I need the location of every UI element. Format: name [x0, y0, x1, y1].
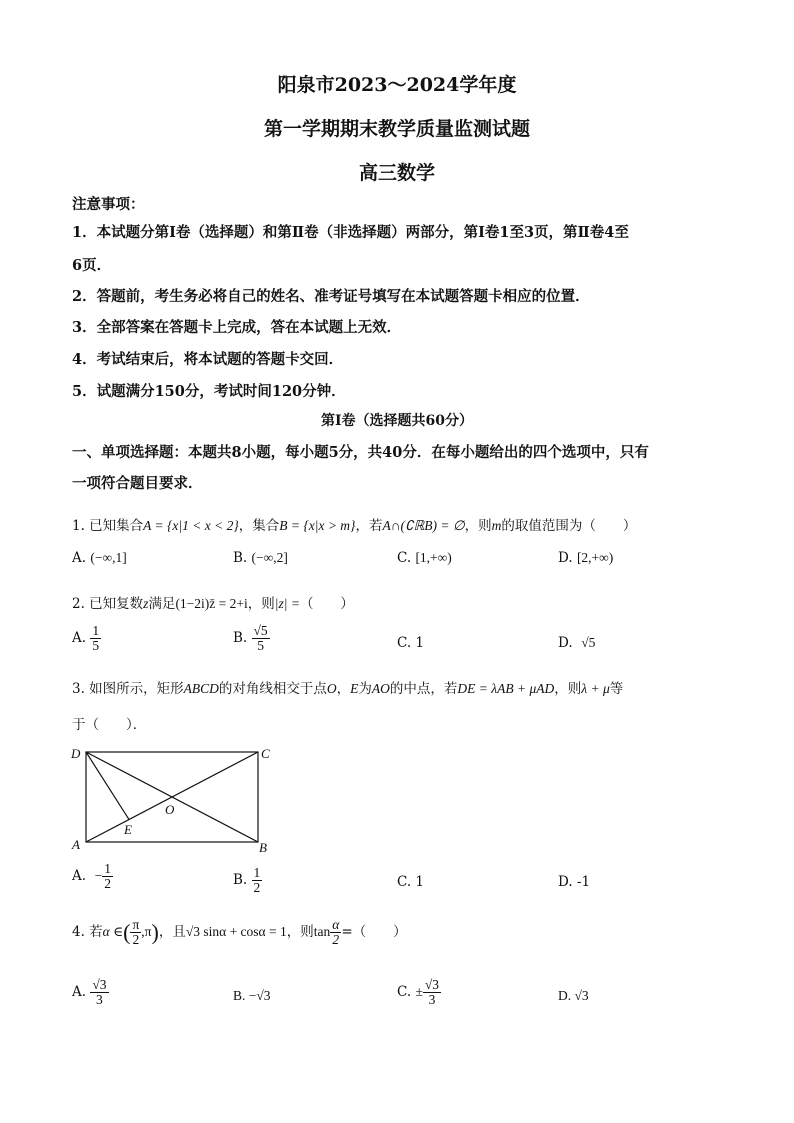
label-e: E [124, 822, 132, 837]
exam-title-subject: 高三数学 [358, 162, 435, 184]
q2-option-b: B. $\frac{√5}{5}$ [233, 623, 268, 654]
q1-option-c: C. [1,+∞) [397, 550, 452, 566]
q2-option-c: C. 1 [397, 635, 425, 651]
q3-option-d: D. -1 [558, 874, 591, 890]
q2-option-a: A. $\frac{1}{5}$ [72, 623, 100, 654]
rectangle-diagram [66, 742, 286, 854]
exam-title-line1: 阳泉市2023～2024学年度 [277, 74, 517, 96]
notice-item-1-cont: 6页． [72, 257, 112, 274]
notice-item-5: 5．试题满分150分，考试时间120分钟． [72, 383, 346, 400]
segment-de [86, 752, 129, 820]
q1-option-b: B. (−∞,2] [233, 550, 288, 566]
exam-title-line2: 第一学期期末教学质量监测试题 [263, 118, 530, 140]
q4-option-c: C. ± $\frac{√3}{3}$ [397, 977, 440, 1008]
notice-heading: 注意事项： [72, 196, 145, 213]
label-c: C [261, 746, 270, 761]
q4-option-b: B. −√3 [233, 988, 271, 1003]
question-3-stem-line1: 3. 如图所示，矩形ABCD的对角线相交于点O，E为AO的中点，若DE = λAB + μAD，则λ + μ等 [72, 681, 624, 697]
notice-item-2: 2．答题前，考生务必将自己的姓名、准考证号填写在本试题答题卡相应的位置． [72, 288, 590, 305]
section-instruction-1: 一、单项选择题：本题共8小题，每小题5分，共40分．在每小题给出的四个选项中，只有 [72, 444, 649, 461]
q3-option-c: C. 1 [397, 874, 425, 890]
q4-option-d: D. √3 [558, 988, 589, 1003]
q3-option-a: A. − $\frac{1}{2}$ [72, 861, 112, 892]
part-one-title: 第Ⅰ卷（选择题共60分） [320, 413, 474, 429]
q3-option-b: B. $\frac{1}{2}$ [233, 865, 261, 896]
q1-option-a: A. (−∞,1] [72, 550, 127, 566]
label-a: A [72, 837, 80, 852]
notice-item-1: 1．本试题分第Ⅰ卷（选择题）和第Ⅱ卷（非选择题）两部分，第Ⅰ卷1至3页，第Ⅱ卷4至 [72, 224, 629, 241]
section-instruction-2: 一项符合题目要求． [72, 475, 203, 492]
label-d: D [71, 746, 81, 761]
notice-item-3: 3．全部答案在答题卡上完成，答在本试题上无效． [72, 319, 402, 336]
label-o: O [165, 802, 175, 817]
label-b: B [259, 840, 267, 854]
notice-item-4: 4．考试结束后，将本试题的答题卡交回． [72, 351, 344, 368]
q4-option-a: A. $\frac{√3}{3}$ [72, 977, 107, 1008]
question-3-stem-line2: 于（ ）． [72, 717, 147, 733]
question-1-stem: 1. 已知集合A = {x|1 < x < 2}，集合B = {x|x > m}，若A∩(∁ℝB) = ∅，则m的取值范围为（ ） [72, 518, 637, 534]
question-2-stem: 2. 已知复数z满足(1−2i)z̄ = 2+i，则|z| =（ ） [72, 596, 354, 612]
question-4-stem: 4. 若α ∈( $\frac{\pi}{2}$ ,π)，且√3 sinα + cosα = 1，则tan $\frac{\alpha}{2}$ =（ ） [72, 917, 407, 948]
q2-option-d: D. √5 [558, 635, 596, 651]
q1-option-d: D. [2,+∞) [558, 550, 614, 566]
